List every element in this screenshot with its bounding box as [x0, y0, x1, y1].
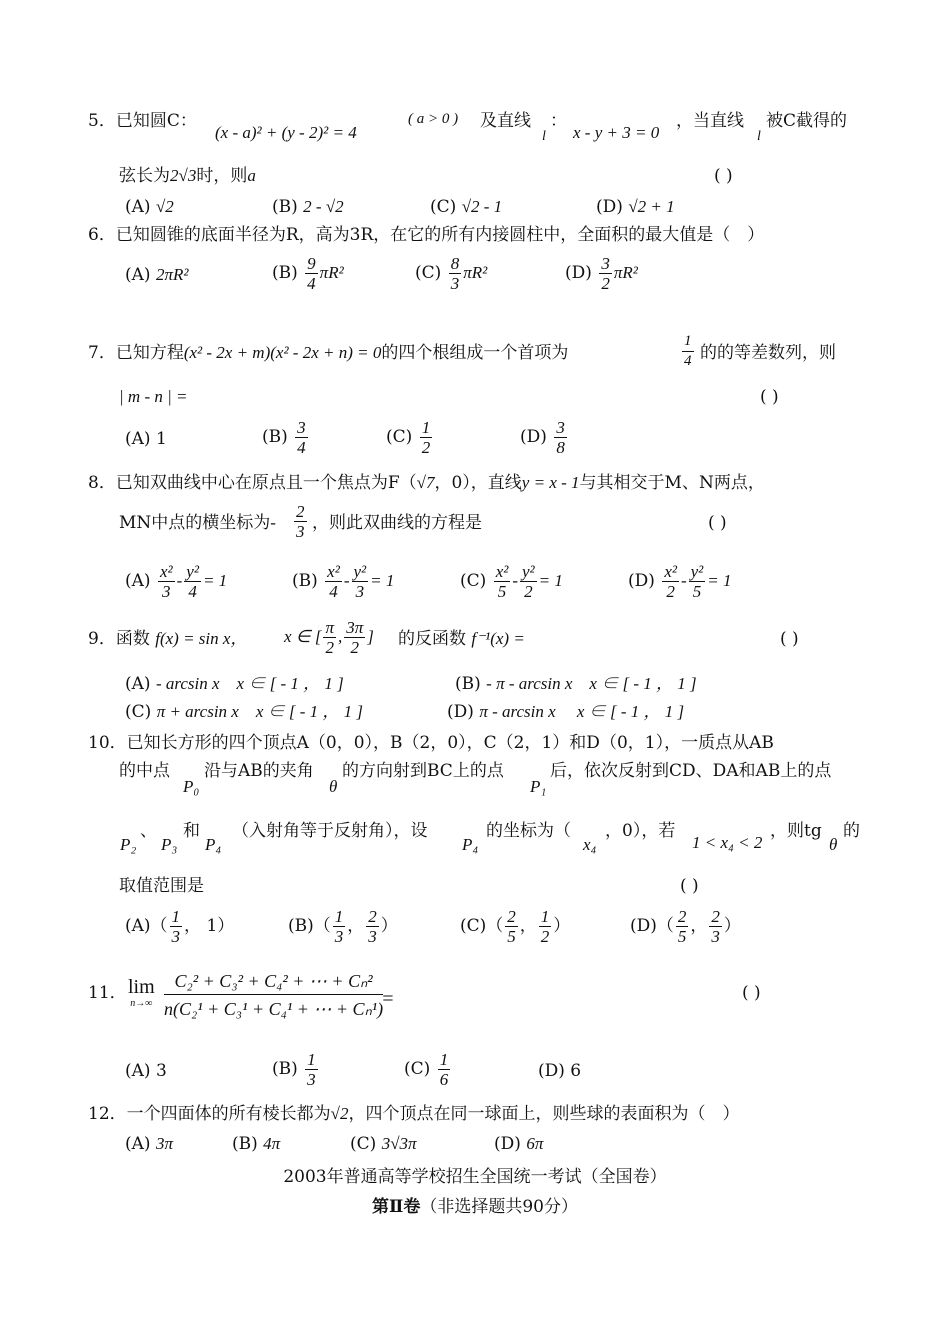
q10-p3: P₃ [161, 835, 178, 854]
q10-inequality: 1 < x₄ < 2 [692, 833, 763, 852]
q6-option-c: (C) $\frac{8}{3}$ πR² [415, 254, 488, 293]
q12-option-b: (B) 4π [232, 1134, 281, 1154]
q12-option-c: (C) 3√3π [350, 1134, 417, 1154]
exam-title: 2003年普通高等学校招生全国统一考试（全国卷） [283, 1167, 667, 1187]
q7-stem-a: 已知方程 [115, 343, 184, 363]
q12-option-d: (D) 6π [494, 1134, 544, 1154]
q6-option-a: (A) 2πR² [125, 265, 189, 285]
q10-line1: 已知长方形的四个顶点A（0，0），B（2，0），C（2，1）和D（0，1），一质点从AB [126, 733, 774, 753]
q10-option-b: (B)（ $\frac{1}{3}$ ， $\frac{2}{3}$ ） [288, 907, 398, 946]
q8-line-eq: y = x - 1 [521, 473, 580, 492]
q7-stem-c: 的的等差数列，则 [700, 343, 836, 363]
q11-equals: = [381, 988, 395, 1010]
q8-option-b: (B) $\frac{\text{x²}}{4}$ - $\frac{\text{y²}}{3}$ = 1 [292, 562, 395, 601]
q8-option-d: (D) $\frac{\text{x²}}{2}$ - $\frac{\text{y²}}{5}$ = 1 [628, 562, 732, 601]
q11-option-a: (A) 3 [125, 1061, 167, 1081]
q9-domain: x ∈ [ $\frac{\pi}{2}$ , $\frac{3\pi}{2}$ ] [284, 618, 374, 657]
q10-separator: 、 [140, 821, 157, 841]
q5-option-c: (C) √2 - 1 [430, 197, 503, 217]
q7-option-b: (B) $\frac{3}{4}$ [262, 418, 306, 457]
q8-stem-c: 与其相交于M、N两点， [579, 473, 765, 493]
q8-line2-a: MN中点的横坐标为 [119, 513, 271, 533]
q6-option-b: (B) $\frac{9}{4}$ πR² [272, 254, 344, 293]
q5-condition: ( a > 0 ) [408, 111, 459, 127]
part-title-bold: 第Ⅱ卷 [372, 1197, 421, 1217]
q10-p4-b: P₄ [462, 835, 479, 854]
q10-line3-a: （入射角等于反射角），设 [232, 821, 428, 841]
q10-line2-c: 的方向射到BC上的点 [342, 761, 504, 781]
q8-option-a: (A) $\frac{\text{x²}}{3}$ - $\frac{\text{y²}}{4}$ = 1 [125, 562, 228, 601]
q10-p0: P₀ [183, 777, 200, 796]
q5-stem-c: ，当直线 [676, 111, 744, 131]
q7-option-c: (C) $\frac{1}{2}$ [386, 418, 431, 457]
q7-line2: | m - n | = [119, 387, 188, 406]
q11-limit: lim n→∞ [128, 976, 155, 1009]
part-title [0, 1192, 950, 1217]
q10-line4: 取值范围是 [119, 876, 204, 896]
q11-number: 11． [88, 983, 127, 1003]
q5-stem-b: 及直线 [480, 111, 531, 131]
q10-option-a: (A)（ $\frac{1}{3}$ ， 1） [125, 907, 235, 946]
q10-x4: x₄ [583, 835, 597, 854]
q9-stem-a: 函数 [115, 629, 150, 649]
q7-stem-b: 的四个根组成一个首项为 [381, 343, 569, 363]
q8-neg: - [270, 513, 276, 532]
q5-line-var: l [542, 129, 546, 144]
q9-number: 9． [88, 629, 116, 649]
q10-option-d: (D)（ $\frac{2}{5}$ ， $\frac{2}{3}$ ） [630, 907, 741, 946]
q5-line2-b: 时，则 [196, 166, 248, 186]
q10-number: 10． [88, 733, 127, 753]
q5-stem-d: 被C截得的 [766, 111, 848, 131]
q5-colon: ： [550, 111, 567, 131]
q10-p2: P₂ [120, 835, 137, 854]
q11-answer-paren: ( ) [742, 983, 761, 1003]
q8-answer-paren: ( ) [708, 513, 727, 533]
q8-line2-b: ，则此双曲线的方程是 [312, 513, 482, 533]
q10-and: 和 [183, 821, 200, 841]
q5-circle-equation: (x - a)² + (y - 2)² = 4 [215, 123, 357, 142]
q9-option-a: (A) - arcsin x x ∈ [ - 1 ， 1 ] [125, 674, 344, 694]
q7-fraction: $\frac{1}{4}$ [684, 333, 692, 369]
q5-chord: 2√3 [170, 166, 197, 185]
q10-line2-b: 沿与AB的夹角 [204, 761, 314, 781]
q5-stem: 已知圆C： [115, 111, 197, 131]
q9-stem-b: 的反函数 [398, 629, 466, 649]
q9-option-b: (B) - π - arcsin x x ∈ [ - 1 ， 1 ] [455, 674, 697, 694]
q10-line3-c: ，0），若 [605, 821, 676, 841]
q10-line3-d: ，则tg [770, 821, 822, 841]
q5-line-equation: x - y + 3 = 0 [573, 123, 660, 142]
q12-stem-b: ，四个顶点在同一球面上，则些球的表面积为（ ） [348, 1104, 740, 1124]
q12-number: 12． [88, 1104, 127, 1124]
q12-stem-a: 一个四面体的所有棱长都为 [126, 1104, 331, 1124]
q11-option-c: (C) $\frac{1}{6}$ [404, 1050, 449, 1089]
q11-option-b: (B) $\frac{1}{3}$ [272, 1050, 316, 1089]
q5-answer-paren: ( ) [714, 166, 733, 186]
part-title-rest: （非选择题共90分） [420, 1197, 578, 1217]
q9-option-c: (C) π + arcsin x x ∈ [ - 1 ， 1 ] [125, 702, 364, 722]
q9-function: f(x) = sin x， [155, 629, 248, 648]
q5-number: 5． [88, 111, 116, 131]
q5-option-d: (D) √2 + 1 [596, 197, 675, 217]
q8-fraction: $\frac{2}{3}$ [296, 502, 305, 541]
q5-option-b: (B) 2 - √2 [272, 197, 344, 217]
q7-option-a: (A) 1 [125, 429, 167, 449]
q9-inverse: f⁻¹(x) = [471, 629, 525, 648]
q9-answer-paren: ( ) [780, 629, 799, 649]
q8-option-c: (C) $\frac{\text{x²}}{5}$ - $\frac{\text{y²}}{2}$ = 1 [460, 562, 563, 601]
q8-stem-a: 已知双曲线中心在原点且一个焦点为F（ [115, 473, 417, 493]
q5-option-a: (A) √2 [125, 197, 174, 217]
q5-var-a: a [247, 166, 256, 185]
q10-line2-a: 的中点 [119, 761, 170, 781]
q8-focus: √7 [416, 473, 435, 492]
q8-number: 8． [88, 473, 116, 493]
q11-fraction: $\frac{\text{C₂² + C₃² + C₄² + ⋯ + Cₙ²}}{\text{n(C₂¹ + C₃¹ + C₄¹ + ⋯ + Cₙ¹)}}$ [162, 968, 385, 1023]
q5-line-var-2: l [757, 129, 761, 144]
q10-option-c: (C)（ $\frac{2}{5}$ ， $\frac{1}{2}$ ） [460, 907, 571, 946]
q12-edge: √2 [330, 1104, 349, 1123]
q10-p1: P₁ [530, 777, 547, 796]
q10-answer-paren: ( ) [680, 876, 699, 896]
q10-theta: θ [329, 777, 338, 796]
q12-option-a: (A) 3π [125, 1134, 173, 1154]
q9-option-d: (D) π - arcsin x x ∈ [ - 1 ， 1 ] [447, 702, 685, 722]
q5-line2: 弦长为 [119, 166, 170, 186]
q10-line3-e: 的 [843, 821, 860, 841]
q6-number: 6． [88, 225, 116, 245]
q10-p4: P₄ [205, 835, 222, 854]
q7-number: 7． [88, 343, 116, 363]
q10-line2-d: 后，依次反射到CD、DA和AB上的点 [550, 761, 832, 781]
q10-theta-2: θ [829, 835, 838, 854]
q7-option-d: (D) $\frac{3}{8}$ [520, 418, 565, 457]
q10-line3-b: 的坐标为（ [486, 821, 571, 841]
q7-equation: (x² - 2x + m)(x² - 2x + n) = 0 [183, 343, 382, 362]
q6-option-d: (D) $\frac{3}{2}$ πR² [565, 254, 638, 293]
q6-stem: 已知圆锥的底面半径为R，高为3R，在它的所有内接圆柱中，全面积的最大值是（ ） [115, 225, 765, 245]
q7-answer-paren: ( ) [760, 387, 779, 407]
q11-option-d: (D) 6 [538, 1061, 582, 1081]
q8-stem-b: ，0），直线 [434, 473, 522, 493]
